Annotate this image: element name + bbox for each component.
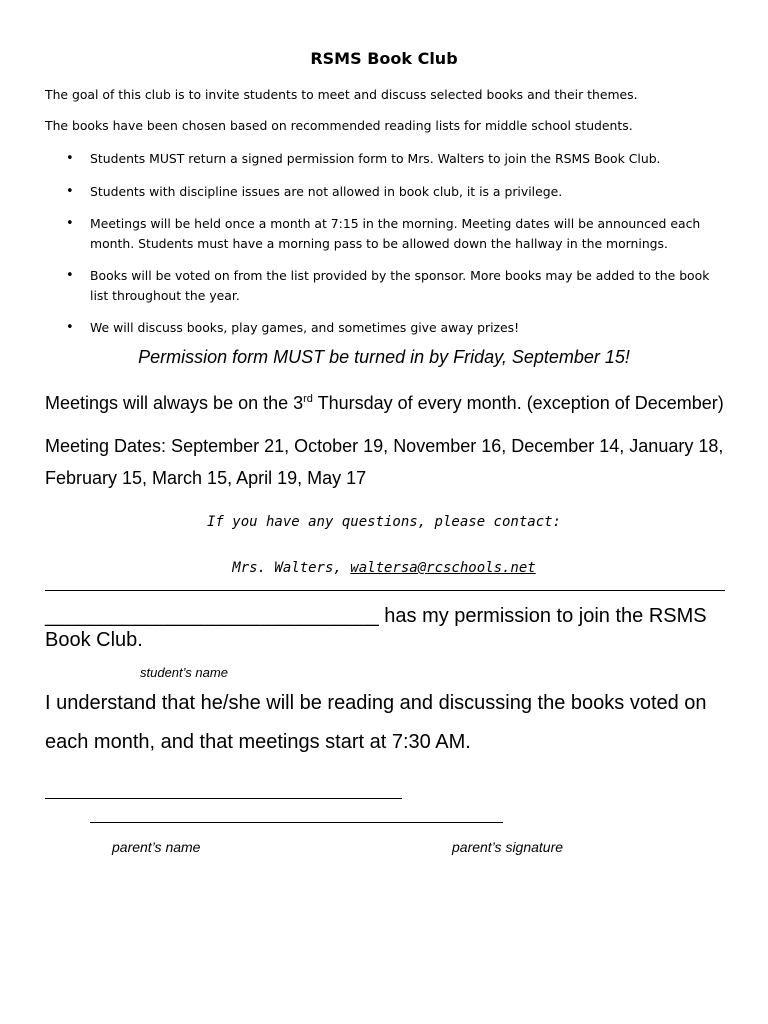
parent-signature-line[interactable] bbox=[90, 822, 503, 823]
student-name-blank[interactable]: ______________________________ bbox=[45, 605, 379, 627]
meetings-schedule bbox=[45, 393, 724, 414]
intro-goal: The goal of this club is to invite students to meet and discuss selected books and their themes. bbox=[45, 87, 638, 102]
understand-line1: I understand that he/she will be reading and discussing the books voted on bbox=[45, 692, 707, 714]
page-title: RSMS Book Club bbox=[310, 49, 458, 68]
bullet-discipline: Students with discipline issues are not allowed in book club, it is a privilege. bbox=[90, 184, 563, 199]
contact-question: If you have any questions, please contact: bbox=[206, 514, 561, 530]
deadline-notice: Permission form MUST be turned in by Friday, September 15! bbox=[138, 347, 630, 367]
understand-line2: each month, and that meetings start at 7:30 AM. bbox=[45, 731, 471, 753]
intro-book-lists: The books have been chosen based on recommended reading lists for middle school students. bbox=[45, 118, 633, 133]
parent-name-line[interactable] bbox=[45, 798, 402, 799]
permission-text-line2: Book Club. bbox=[45, 629, 143, 651]
permission-text: has my permission to join the RSMS bbox=[378, 605, 707, 627]
bullet-meetings-line1: Meetings will be held once a month at 7:15 in the morning. Meeting dates will be announced each bbox=[90, 216, 701, 231]
bullet-marker: • bbox=[66, 151, 74, 166]
bullet-marker: • bbox=[66, 216, 74, 231]
bullet-activities: We will discuss books, play games, and sometimes give away prizes! bbox=[90, 320, 520, 335]
bullet-marker: • bbox=[66, 184, 74, 199]
bullet-books-line2: list throughout the year. bbox=[90, 288, 240, 303]
meetings-text-after: Thursday of every month. (exception of December) bbox=[312, 393, 724, 413]
meetings-text-before: Meetings will always be on the 3 bbox=[45, 393, 304, 413]
parent-signature-label: parent’s signature bbox=[452, 839, 564, 855]
bullet-books-line1: Books will be voted on from the list provided by the sponsor. More books may be added to the book bbox=[90, 268, 710, 283]
divider-line bbox=[45, 590, 725, 591]
contact-email-link[interactable]: waltersa@rcschools.net bbox=[350, 560, 536, 576]
contact-line bbox=[0, 560, 768, 576]
ordinal-suffix: rd bbox=[303, 393, 313, 405]
bullet-permission-form: Students MUST return a signed permission form to Mrs. Walters to join the RSMS Book Club. bbox=[90, 151, 661, 166]
bullet-marker: • bbox=[66, 320, 74, 335]
permission-statement bbox=[45, 605, 707, 628]
bullet-marker: • bbox=[66, 268, 74, 283]
bullet-meetings-line2: month. Students must have a morning pass to be allowed down the hallway in the mornings. bbox=[90, 236, 668, 251]
meeting-dates-line1: Meeting Dates: September 21, October 19, November 16, December 14, January 18, bbox=[45, 436, 724, 456]
parent-name-label: parent’s name bbox=[112, 839, 201, 855]
student-name-label: student’s name bbox=[140, 665, 228, 680]
meeting-dates-line2: February 15, March 15, April 19, May 17 bbox=[45, 468, 367, 488]
contact-name: Mrs. Walters, bbox=[232, 560, 351, 576]
